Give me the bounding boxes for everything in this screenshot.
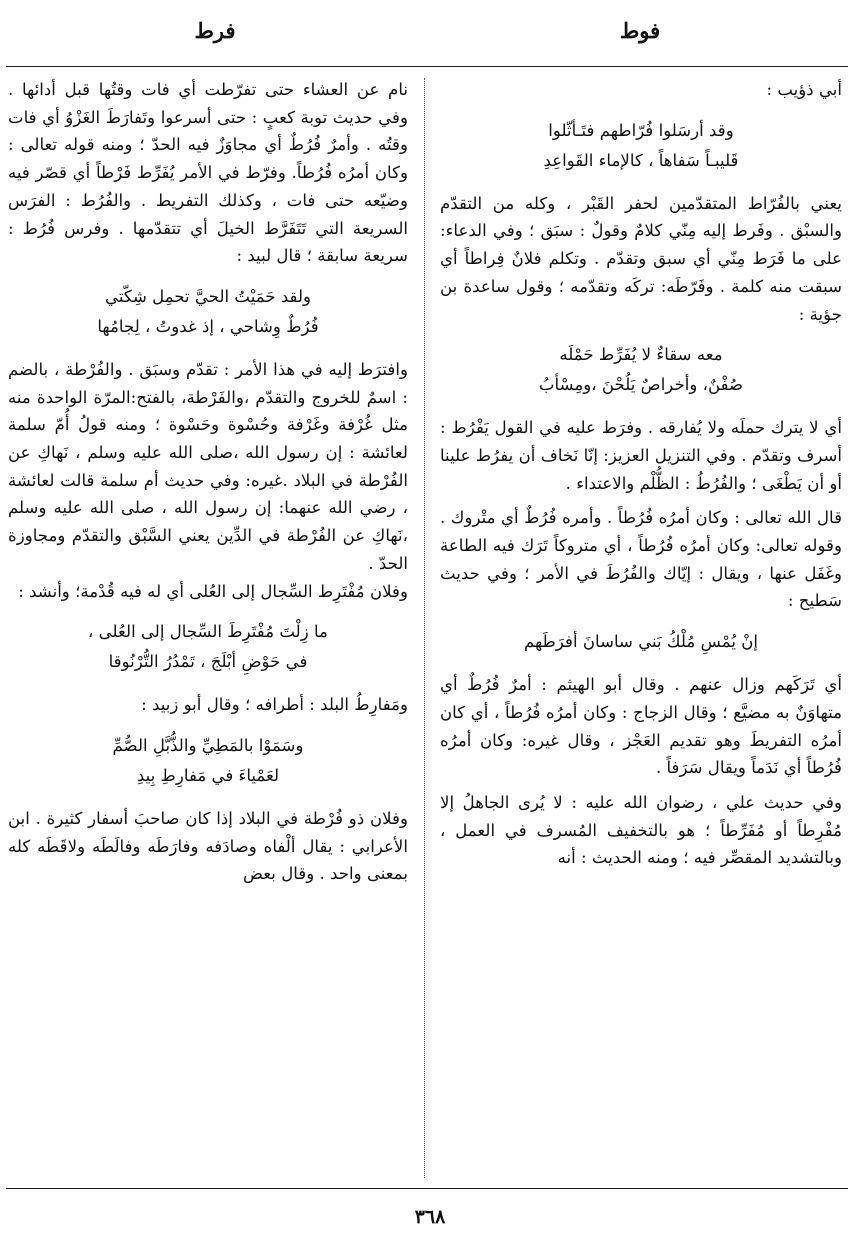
verse-block [8, 617, 408, 677]
verse-line: في حَوْضِ أبْلَجَ ، تَمْدُرُ التُّرْنُوقا [108, 652, 308, 672]
paragraph: وفلان ذو فُرْطة في البلاد إذا كان صاحبَ أسفار كثيرة . ابن الأعرابي : يقال ألْفاه وصادَفه وفارَطَه وفالَطَه ولاقَطَه كله بمعنى واحد . وقال بعض [8, 808, 408, 884]
verse-line: صُفْنٌ، وأخراصٌ يَلُحْنَ ،ومِسْأبُ [538, 375, 744, 395]
verse-line: ما زِلْتَ مُفْتَرِطَ السِّجال إلى العُلى ، [88, 622, 328, 642]
verse-line: لعَمْياءَ في مَفارِطِ بِيدِ [136, 765, 280, 785]
running-head-left: فرط [194, 18, 236, 43]
paragraph: أي لا يترك حملَه ولا يُفارقه . وفرَط عليه في القول يَفْرُط : أسرف وتقدّم . وفي التنزيل العزيز: إنّا نَخاف أن يفرُط علينا أو أن يَطْغَى ؛ والفُرُطُ : الظُّلْم والاعتداء . [440, 418, 842, 493]
verse-block [440, 627, 842, 657]
page-number: ٣٦٨ [414, 1206, 446, 1228]
verse-line: فُرُطٌ وِشاحي ، إذ غدوتُ ، لِجامُها [97, 316, 319, 336]
verse-block [440, 340, 842, 400]
running-head-right: فوط [619, 18, 661, 43]
paragraph: يعني بالفُرّاط المتقدّمين لحفر القَبْر ، وكله من التقدّم والسبْق . وفَرط إليه مِنّي كلامٌ وقولٌ : سبَق ؛ وفي الدعاء: على ما فَرَط مِنّي أي سبق وتقدّم . وتكلم فلانٌ فِراطاً أي سبقت منه كلمة . وفَرّطَه: تركَه وتقدّمه ؛ وقول ساعدة بن جؤية : [440, 193, 842, 324]
paragraph: قال الله تعالى : وكان أمرُه فُرُطاً . وأمره فُرُطٌ أي متْروك . وقوله تعالى: وكان أمرُه فُرُطاً ، أي متروكاً تَرَك فيه الطاعة وغَفَل عنها ، ويقال : إيّاك والفُرُطَ في الأمر ؛ وفي حديث سَطيح : [440, 508, 842, 611]
paragraph: أبي ذؤيب : [766, 80, 842, 99]
paragraph: وفلان مُفْتَرِط السِّجال إلى العُلى أي له فيه قُدْمة؛ وأنشد : [18, 581, 408, 601]
verse-line: وقد أرسَلوا فُرّاطهم فتَـأثّلوا [548, 120, 734, 140]
verse-block [440, 116, 842, 176]
verse-line: ولقد حَمَيْتُ الحيَّ تحمِل شِكّتي [104, 286, 312, 306]
verse-block [8, 282, 408, 342]
verse-block [8, 731, 408, 791]
verse-line: قَليبـاً سَفاهاً ، كالإماء القَواعِدِ [543, 150, 739, 170]
verse-line: إنْ يُمْسِ مُلْكُ بَني ساسانَ أفرَطَهم [523, 632, 759, 652]
column-divider [424, 78, 425, 1178]
paragraph: ومَفارِطُ البلد : أطرافه ؛ وقال أبو زبيد : [141, 695, 408, 715]
paragraph: نام عن العشاء حتى تفرّطت أي فات وقتُها قبل أدائها . وفي حديث توبة كعبٍ : حتى أسرعوا وتَفارَطَ الغَزْوُ أي فات وقتُه . وأمرٌ فُرُطٌ أي مجاوَزٌ فيه الحدّ ؛ ومنه قوله تعالى : وكان أمرُه فُرُطاً. وفرّط في الأمر يُفَرِّط فَرْطاً أي قصّر فيه وضيّعه حتى فات ، وكذلك التفريط . والفُرُط : الفرَس السريعة التي تَتَفَرَّط الخيلَ أي تتقدّمها . وفرس فُرُط : سريعة سابقة ؛ قال لبيد : [8, 80, 408, 266]
left-column [8, 76, 408, 1176]
paragraph: أي تَرَكَهم وزال عنهم . وقال أبو الهيثم : أمرٌ فُرُطٌ أي متهاوَنٌ به مضيَّع ؛ وقال الزجاج : وكان أمرُه فُرُطاً ، أي كان أمرُه التفريطَ وهو تقديم العَجْز ، وقال غيره: وكان أمرُه فُرُطاً أي نَدَماً ويقال سَرَفاً . [440, 675, 842, 778]
footer-rule [6, 1188, 848, 1189]
right-column [440, 76, 842, 1176]
header-rule [6, 66, 848, 67]
paragraph: وافترَط إليه في هذا الأمر : تقدّم وسبَق . والفُرْطة ، بالضم : اسمٌ للخروج والتقدّم ،والفَرْطة، بالفتح:المرّة الواحدة منه مثل غُرْفة وغَرْفة وحُسْوة وحَسْوة ؛ ومنه قولُ أُمّ سلمة لعائشة : إن رسول الله ،صلى الله عليه وسلم ، نَهاكِ عن الفُرْطة في البلاد .غيره: وفي حديث أم سلمة قالت لعائشة ، رضي الله عنهما: إن رسول الله ، صلى الله عليه وسلم ،نَهاكِ عن الفُرْطة في الدِّين يعني السَّبْق والتقدّم ومجاوزة الحدّ . [8, 359, 408, 573]
verse-line: وسَمَوْا بالمَطِيِّ والذُّبَّلِ الصُّمِّ [112, 735, 304, 755]
verse-line: معه سقاءٌ لا يُفَرِّط حَمْلَه [559, 345, 723, 365]
paragraph: وفي حديث علي ، رضوان الله عليه : لا يُرى الجاهلُ إلا مُفْرِطاً أو مُفَرِّطاً ؛ هو بالتخفيف المُسرف في العمل ، وبالتشديد المقصِّر فيه ؛ ومنه الحديث : أنه [440, 792, 842, 868]
